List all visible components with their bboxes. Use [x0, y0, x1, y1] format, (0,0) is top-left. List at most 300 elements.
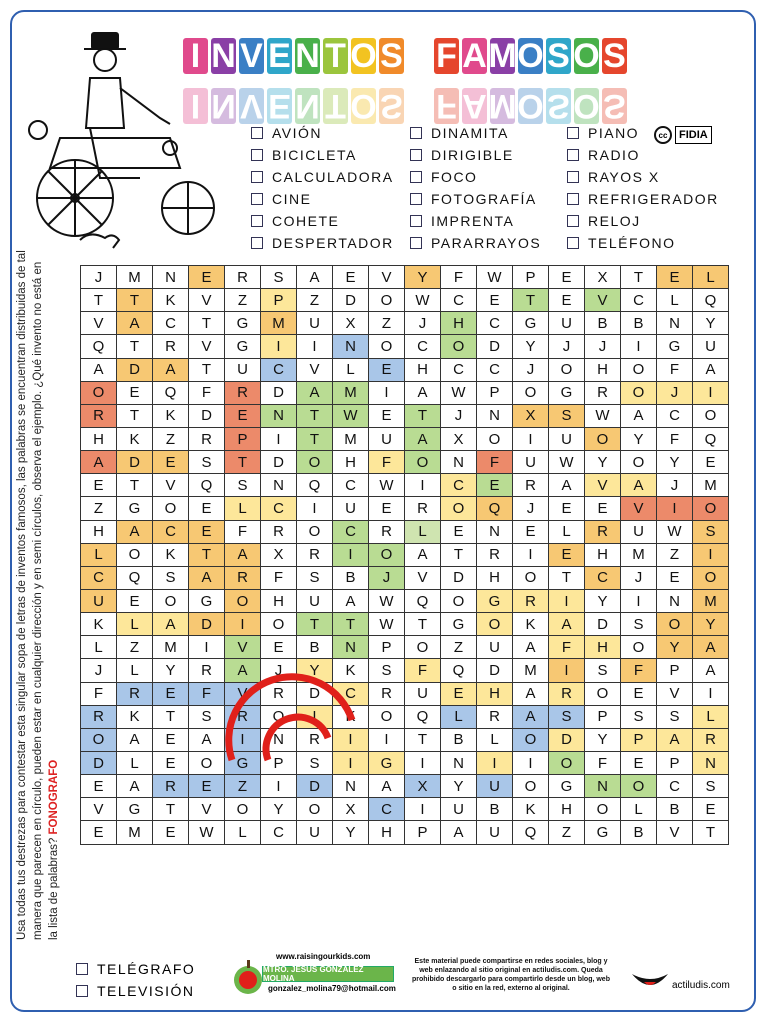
word-item[interactable] — [410, 232, 541, 254]
grid-cell[interactable]: O — [261, 706, 297, 729]
grid-cell[interactable]: T — [153, 798, 189, 821]
grid-cell[interactable]: K — [81, 613, 117, 636]
grid-cell[interactable]: L — [405, 521, 441, 544]
grid-cell[interactable]: K — [333, 706, 369, 729]
word-checkbox[interactable] — [410, 149, 422, 161]
grid-cell[interactable]: A — [225, 659, 261, 682]
grid-cell[interactable]: P — [513, 266, 549, 289]
grid-cell[interactable]: F — [189, 683, 225, 706]
grid-cell[interactable]: B — [297, 636, 333, 659]
grid-cell[interactable]: I — [225, 613, 261, 636]
grid-cell[interactable]: N — [657, 312, 693, 335]
grid-cell[interactable]: E — [369, 497, 405, 520]
grid-cell[interactable]: X — [513, 405, 549, 428]
grid-cell[interactable]: N — [441, 752, 477, 775]
grid-cell[interactable]: O — [585, 428, 621, 451]
grid-cell[interactable]: S — [189, 706, 225, 729]
grid-cell[interactable]: C — [261, 359, 297, 382]
grid-cell[interactable]: R — [513, 590, 549, 613]
grid-cell[interactable]: O — [477, 428, 513, 451]
grid-cell[interactable]: I — [405, 474, 441, 497]
grid-cell[interactable]: D — [477, 659, 513, 682]
grid-cell[interactable]: E — [189, 497, 225, 520]
grid-cell[interactable]: I — [405, 798, 441, 821]
grid-cell[interactable]: Q — [441, 659, 477, 682]
grid-cell[interactable]: Q — [405, 590, 441, 613]
grid-cell[interactable]: U — [297, 821, 333, 844]
word-checkbox[interactable] — [567, 149, 579, 161]
grid-cell[interactable]: Z — [657, 544, 693, 567]
word-item[interactable] — [251, 166, 394, 188]
grid-cell[interactable]: E — [333, 266, 369, 289]
grid-cell[interactable]: I — [513, 428, 549, 451]
grid-cell[interactable]: A — [513, 683, 549, 706]
grid-cell[interactable]: C — [369, 798, 405, 821]
grid-cell[interactable]: O — [261, 613, 297, 636]
grid-cell[interactable]: J — [657, 474, 693, 497]
word-item[interactable] — [567, 144, 719, 166]
grid-cell[interactable]: A — [621, 474, 657, 497]
grid-cell[interactable]: C — [585, 567, 621, 590]
grid-cell[interactable]: A — [81, 359, 117, 382]
grid-cell[interactable]: W — [333, 405, 369, 428]
grid-cell[interactable]: O — [513, 567, 549, 590]
grid-cell[interactable]: E — [153, 683, 189, 706]
grid-cell[interactable]: R — [81, 405, 117, 428]
grid-cell[interactable]: C — [153, 521, 189, 544]
word-checkbox[interactable] — [76, 985, 88, 997]
grid-cell[interactable]: R — [585, 382, 621, 405]
grid-cell[interactable]: O — [81, 729, 117, 752]
grid-cell[interactable]: C — [333, 474, 369, 497]
grid-cell[interactable]: X — [261, 544, 297, 567]
grid-cell[interactable]: T — [621, 266, 657, 289]
grid-cell[interactable]: Y — [153, 659, 189, 682]
grid-cell[interactable]: U — [333, 497, 369, 520]
grid-cell[interactable]: Y — [585, 729, 621, 752]
grid-cell[interactable]: C — [153, 312, 189, 335]
grid-cell[interactable]: L — [549, 521, 585, 544]
grid-cell[interactable]: F — [261, 567, 297, 590]
grid-cell[interactable]: S — [225, 474, 261, 497]
grid-cell[interactable]: L — [81, 544, 117, 567]
grid-cell[interactable]: D — [189, 613, 225, 636]
grid-cell[interactable]: E — [621, 752, 657, 775]
grid-cell[interactable]: M — [693, 474, 729, 497]
grid-cell[interactable]: B — [441, 729, 477, 752]
grid-cell[interactable]: A — [405, 382, 441, 405]
grid-cell[interactable]: T — [441, 544, 477, 567]
grid-cell[interactable]: R — [297, 544, 333, 567]
grid-cell[interactable]: E — [549, 266, 585, 289]
grid-cell[interactable]: A — [693, 659, 729, 682]
grid-cell[interactable]: T — [189, 544, 225, 567]
grid-cell[interactable]: A — [189, 729, 225, 752]
grid-cell[interactable]: E — [261, 636, 297, 659]
grid-cell[interactable]: A — [513, 706, 549, 729]
grid-cell[interactable]: G — [513, 312, 549, 335]
grid-cell[interactable]: Q — [513, 821, 549, 844]
grid-cell[interactable]: S — [621, 706, 657, 729]
grid-cell[interactable]: N — [261, 405, 297, 428]
grid-cell[interactable]: T — [405, 405, 441, 428]
grid-cell[interactable]: O — [441, 590, 477, 613]
grid-cell[interactable]: D — [549, 729, 585, 752]
grid-cell[interactable]: F — [621, 659, 657, 682]
grid-cell[interactable]: B — [585, 312, 621, 335]
grid-cell[interactable]: L — [621, 798, 657, 821]
grid-cell[interactable]: V — [225, 683, 261, 706]
grid-cell[interactable]: N — [441, 451, 477, 474]
grid-cell[interactable]: A — [333, 590, 369, 613]
grid-cell[interactable]: H — [261, 590, 297, 613]
grid-cell[interactable]: K — [513, 798, 549, 821]
grid-cell[interactable]: I — [333, 729, 369, 752]
grid-cell[interactable]: I — [405, 752, 441, 775]
grid-cell[interactable]: C — [441, 474, 477, 497]
grid-cell[interactable]: V — [153, 474, 189, 497]
grid-cell[interactable]: O — [657, 613, 693, 636]
grid-cell[interactable]: R — [549, 683, 585, 706]
grid-cell[interactable]: E — [189, 266, 225, 289]
grid-cell[interactable]: O — [585, 683, 621, 706]
grid-cell[interactable]: T — [81, 289, 117, 312]
grid-cell[interactable]: J — [369, 567, 405, 590]
grid-cell[interactable]: M — [693, 590, 729, 613]
word-checkbox[interactable] — [76, 963, 88, 975]
grid-cell[interactable]: W — [369, 590, 405, 613]
grid-cell[interactable]: C — [261, 821, 297, 844]
grid-cell[interactable]: R — [117, 683, 153, 706]
grid-cell[interactable]: J — [261, 659, 297, 682]
grid-cell[interactable]: U — [81, 590, 117, 613]
grid-cell[interactable]: E — [225, 405, 261, 428]
grid-cell[interactable]: C — [477, 359, 513, 382]
grid-cell[interactable]: R — [153, 775, 189, 798]
grid-cell[interactable]: N — [657, 590, 693, 613]
word-checkbox[interactable] — [251, 215, 263, 227]
grid-cell[interactable]: E — [657, 266, 693, 289]
grid-cell[interactable]: G — [189, 590, 225, 613]
grid-cell[interactable]: V — [405, 567, 441, 590]
grid-cell[interactable]: I — [369, 729, 405, 752]
grid-cell[interactable]: I — [297, 497, 333, 520]
grid-cell[interactable]: T — [549, 567, 585, 590]
grid-cell[interactable]: S — [585, 659, 621, 682]
grid-cell[interactable]: U — [405, 683, 441, 706]
grid-cell[interactable]: R — [477, 706, 513, 729]
grid-cell[interactable]: P — [369, 636, 405, 659]
grid-cell[interactable]: M — [261, 312, 297, 335]
grid-cell[interactable]: P — [585, 706, 621, 729]
grid-cell[interactable]: G — [549, 382, 585, 405]
grid-cell[interactable]: I — [333, 544, 369, 567]
grid-cell[interactable]: O — [621, 775, 657, 798]
grid-cell[interactable]: T — [225, 451, 261, 474]
grid-cell[interactable]: Z — [549, 821, 585, 844]
grid-cell[interactable]: F — [225, 521, 261, 544]
grid-cell[interactable]: V — [657, 683, 693, 706]
grid-cell[interactable]: T — [405, 729, 441, 752]
grid-cell[interactable]: Y — [657, 451, 693, 474]
grid-cell[interactable]: G — [117, 798, 153, 821]
grid-cell[interactable]: R — [261, 521, 297, 544]
grid-cell[interactable]: F — [189, 382, 225, 405]
grid-cell[interactable]: E — [369, 359, 405, 382]
grid-cell[interactable]: I — [261, 428, 297, 451]
grid-cell[interactable]: R — [261, 683, 297, 706]
grid-cell[interactable]: A — [117, 521, 153, 544]
grid-cell[interactable]: O — [405, 636, 441, 659]
grid-cell[interactable]: T — [117, 474, 153, 497]
grid-cell[interactable]: R — [225, 382, 261, 405]
grid-cell[interactable]: E — [441, 683, 477, 706]
grid-cell[interactable]: Q — [117, 567, 153, 590]
word-item[interactable] — [410, 122, 541, 144]
grid-cell[interactable]: C — [441, 289, 477, 312]
grid-cell[interactable]: A — [549, 474, 585, 497]
grid-cell[interactable]: O — [585, 798, 621, 821]
grid-cell[interactable]: S — [189, 451, 225, 474]
grid-cell[interactable]: A — [369, 775, 405, 798]
grid-cell[interactable]: Z — [225, 775, 261, 798]
grid-cell[interactable]: N — [333, 636, 369, 659]
grid-cell[interactable]: Q — [405, 706, 441, 729]
grid-cell[interactable]: A — [405, 428, 441, 451]
grid-cell[interactable]: I — [477, 752, 513, 775]
grid-cell[interactable]: C — [657, 775, 693, 798]
grid-cell[interactable]: O — [621, 636, 657, 659]
grid-cell[interactable]: P — [621, 729, 657, 752]
grid-cell[interactable]: R — [477, 544, 513, 567]
grid-cell[interactable]: O — [549, 752, 585, 775]
grid-cell[interactable]: N — [333, 335, 369, 358]
grid-cell[interactable]: X — [585, 266, 621, 289]
grid-cell[interactable]: O — [513, 775, 549, 798]
grid-cell[interactable]: A — [189, 567, 225, 590]
grid-cell[interactable]: K — [153, 289, 189, 312]
grid-cell[interactable]: E — [153, 729, 189, 752]
grid-cell[interactable]: V — [297, 359, 333, 382]
grid-cell[interactable]: Y — [297, 659, 333, 682]
grid-cell[interactable]: O — [441, 497, 477, 520]
grid-cell[interactable]: N — [261, 729, 297, 752]
grid-cell[interactable]: X — [405, 775, 441, 798]
grid-cell[interactable]: D — [261, 451, 297, 474]
grid-cell[interactable]: L — [441, 706, 477, 729]
grid-cell[interactable]: A — [693, 636, 729, 659]
grid-cell[interactable]: G — [225, 312, 261, 335]
grid-cell[interactable]: G — [117, 497, 153, 520]
grid-cell[interactable]: X — [441, 428, 477, 451]
grid-cell[interactable]: D — [477, 335, 513, 358]
word-item[interactable] — [567, 232, 719, 254]
grid-cell[interactable]: I — [513, 752, 549, 775]
grid-cell[interactable]: O — [153, 497, 189, 520]
grid-cell[interactable]: E — [81, 474, 117, 497]
grid-cell[interactable]: I — [549, 659, 585, 682]
grid-cell[interactable]: O — [693, 497, 729, 520]
grid-cell[interactable]: F — [657, 359, 693, 382]
grid-cell[interactable]: O — [297, 451, 333, 474]
grid-cell[interactable]: A — [405, 544, 441, 567]
grid-cell[interactable]: A — [549, 613, 585, 636]
grid-cell[interactable]: S — [297, 567, 333, 590]
grid-cell[interactable]: C — [657, 405, 693, 428]
grid-cell[interactable]: V — [189, 289, 225, 312]
grid-cell[interactable]: U — [297, 312, 333, 335]
word-item[interactable] — [567, 166, 719, 188]
grid-cell[interactable]: U — [621, 521, 657, 544]
grid-cell[interactable]: P — [225, 428, 261, 451]
grid-cell[interactable]: S — [693, 775, 729, 798]
grid-cell[interactable]: O — [513, 382, 549, 405]
grid-cell[interactable]: O — [513, 729, 549, 752]
grid-cell[interactable]: R — [369, 521, 405, 544]
grid-cell[interactable]: I — [693, 544, 729, 567]
grid-cell[interactable]: A — [441, 821, 477, 844]
grid-cell[interactable]: U — [549, 428, 585, 451]
grid-cell[interactable]: J — [441, 405, 477, 428]
grid-cell[interactable]: V — [585, 289, 621, 312]
grid-cell[interactable]: D — [441, 567, 477, 590]
grid-cell[interactable]: Z — [153, 428, 189, 451]
grid-cell[interactable]: G — [225, 752, 261, 775]
grid-cell[interactable]: G — [369, 752, 405, 775]
grid-cell[interactable]: I — [657, 497, 693, 520]
word-item[interactable] — [410, 166, 541, 188]
grid-cell[interactable]: U — [477, 775, 513, 798]
grid-cell[interactable]: S — [549, 405, 585, 428]
grid-cell[interactable]: H — [477, 567, 513, 590]
grid-cell[interactable]: R — [81, 706, 117, 729]
grid-cell[interactable]: E — [153, 752, 189, 775]
grid-cell[interactable]: H — [585, 359, 621, 382]
grid-cell[interactable]: E — [81, 775, 117, 798]
grid-cell[interactable]: T — [333, 613, 369, 636]
grid-cell[interactable]: T — [189, 312, 225, 335]
grid-cell[interactable]: C — [261, 497, 297, 520]
grid-cell[interactable]: G — [441, 613, 477, 636]
grid-cell[interactable]: D — [189, 405, 225, 428]
grid-cell[interactable]: I — [225, 729, 261, 752]
grid-cell[interactable]: J — [585, 335, 621, 358]
grid-cell[interactable]: C — [405, 335, 441, 358]
grid-cell[interactable]: S — [693, 521, 729, 544]
grid-cell[interactable]: W — [189, 821, 225, 844]
grid-cell[interactable]: L — [333, 359, 369, 382]
grid-cell[interactable]: N — [333, 775, 369, 798]
grid-cell[interactable]: N — [477, 521, 513, 544]
grid-cell[interactable]: Y — [513, 335, 549, 358]
grid-cell[interactable]: E — [189, 775, 225, 798]
grid-cell[interactable]: S — [297, 752, 333, 775]
grid-cell[interactable]: N — [585, 775, 621, 798]
grid-cell[interactable]: I — [297, 706, 333, 729]
grid-cell[interactable]: J — [549, 335, 585, 358]
grid-cell[interactable]: X — [333, 798, 369, 821]
grid-cell[interactable]: K — [153, 544, 189, 567]
grid-cell[interactable]: O — [369, 706, 405, 729]
grid-cell[interactable]: J — [621, 567, 657, 590]
grid-cell[interactable]: O — [693, 567, 729, 590]
grid-cell[interactable]: K — [333, 659, 369, 682]
grid-cell[interactable]: Q — [477, 497, 513, 520]
grid-cell[interactable]: M — [621, 544, 657, 567]
grid-cell[interactable]: W — [657, 521, 693, 544]
grid-cell[interactable]: D — [297, 775, 333, 798]
grid-cell[interactable]: Q — [297, 474, 333, 497]
word-checkbox[interactable] — [410, 171, 422, 183]
grid-cell[interactable]: A — [297, 266, 333, 289]
grid-cell[interactable]: O — [189, 752, 225, 775]
word-checkbox[interactable] — [567, 127, 579, 139]
grid-cell[interactable]: B — [333, 567, 369, 590]
grid-cell[interactable]: A — [225, 544, 261, 567]
grid-cell[interactable]: H — [333, 451, 369, 474]
word-item[interactable] — [251, 188, 394, 210]
grid-cell[interactable]: Y — [621, 428, 657, 451]
grid-cell[interactable]: L — [225, 821, 261, 844]
grid-cell[interactable]: S — [657, 706, 693, 729]
grid-cell[interactable]: M — [153, 636, 189, 659]
grid-cell[interactable]: P — [261, 752, 297, 775]
grid-cell[interactable]: I — [261, 335, 297, 358]
grid-cell[interactable]: A — [117, 775, 153, 798]
grid-cell[interactable]: B — [621, 312, 657, 335]
word-item[interactable] — [410, 210, 541, 232]
grid-cell[interactable]: T — [117, 405, 153, 428]
grid-cell[interactable]: T — [405, 613, 441, 636]
grid-cell[interactable]: K — [117, 428, 153, 451]
grid-cell[interactable]: I — [693, 382, 729, 405]
grid-cell[interactable]: J — [513, 359, 549, 382]
grid-cell[interactable]: V — [225, 636, 261, 659]
grid-cell[interactable]: I — [297, 335, 333, 358]
grid-cell[interactable]: L — [117, 613, 153, 636]
grid-cell[interactable]: L — [693, 706, 729, 729]
grid-cell[interactable]: C — [621, 289, 657, 312]
word-checkbox[interactable] — [410, 127, 422, 139]
grid-cell[interactable]: E — [693, 798, 729, 821]
word-checkbox[interactable] — [251, 237, 263, 249]
grid-cell[interactable]: E — [513, 521, 549, 544]
word-item[interactable] — [251, 144, 394, 166]
grid-cell[interactable]: F — [657, 428, 693, 451]
grid-cell[interactable]: F — [405, 659, 441, 682]
grid-cell[interactable]: V — [369, 266, 405, 289]
word-item[interactable] — [567, 188, 719, 210]
word-item[interactable] — [410, 188, 541, 210]
grid-cell[interactable]: V — [621, 497, 657, 520]
grid-cell[interactable]: Z — [297, 289, 333, 312]
grid-cell[interactable]: E — [657, 567, 693, 590]
grid-cell[interactable]: O — [621, 359, 657, 382]
word-item[interactable] — [76, 958, 195, 980]
grid-cell[interactable]: U — [369, 428, 405, 451]
word-checkbox[interactable] — [410, 215, 422, 227]
grid-cell[interactable]: I — [333, 752, 369, 775]
grid-cell[interactable]: S — [369, 659, 405, 682]
word-checkbox[interactable] — [251, 149, 263, 161]
grid-cell[interactable]: D — [261, 382, 297, 405]
grid-cell[interactable]: P — [477, 382, 513, 405]
grid-cell[interactable]: Y — [585, 590, 621, 613]
grid-cell[interactable]: R — [189, 659, 225, 682]
grid-cell[interactable]: P — [261, 289, 297, 312]
grid-cell[interactable]: N — [153, 266, 189, 289]
grid-cell[interactable]: I — [513, 544, 549, 567]
